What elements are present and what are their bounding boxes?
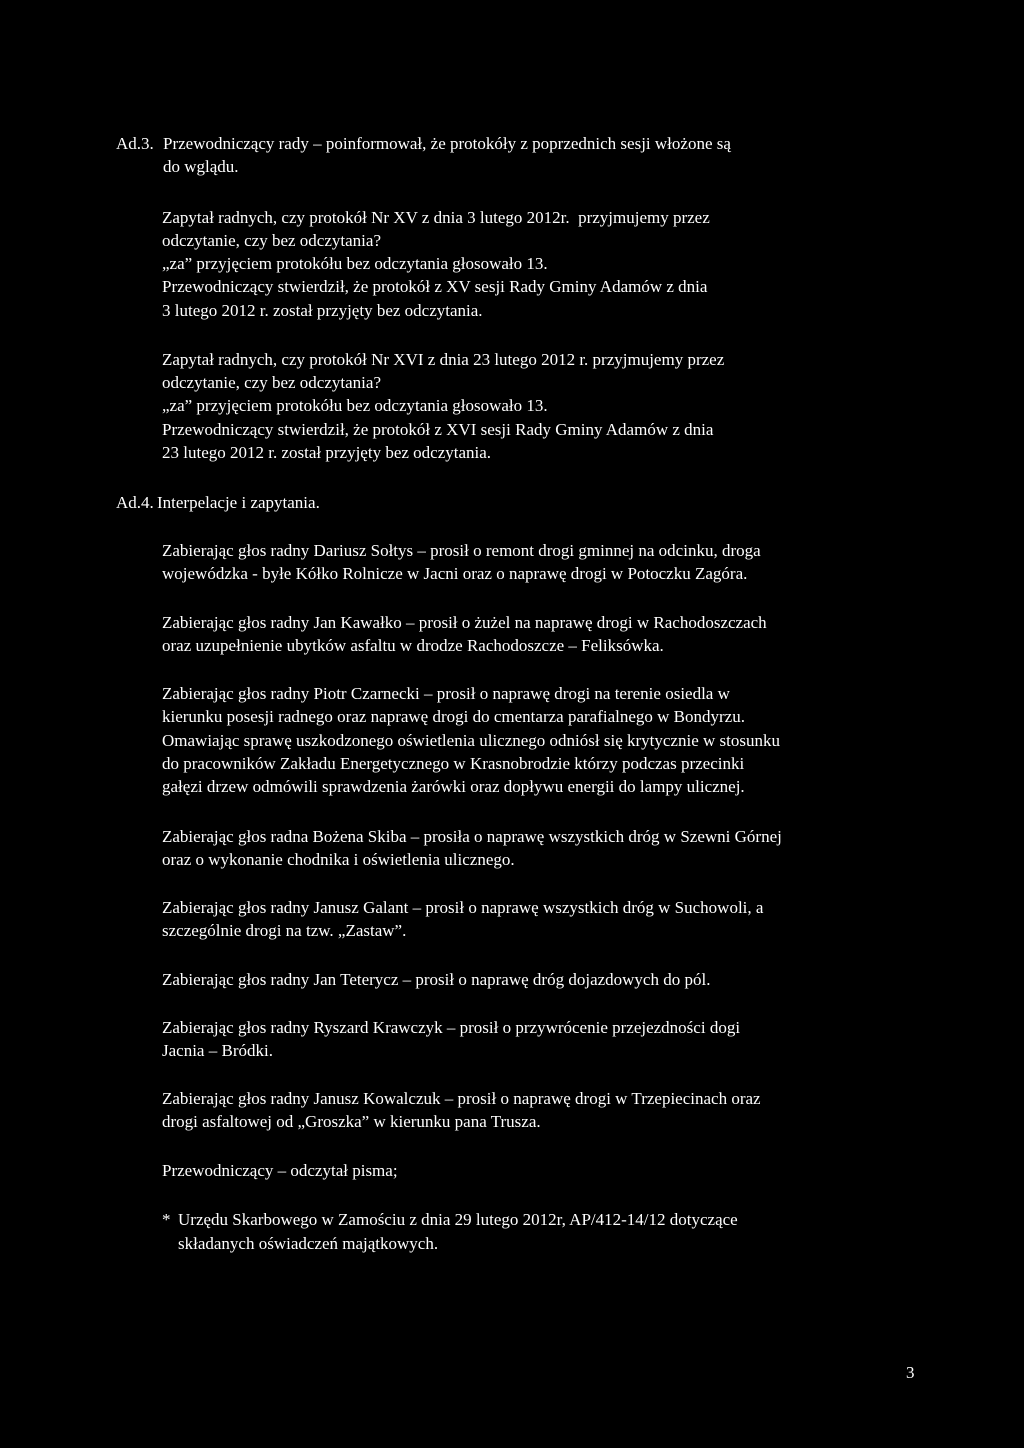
p5-line-2: kierunku posesji radnego oraz naprawę drogi do cmentarza parafialnego w Bondyrzu.	[162, 707, 745, 726]
p4-line-2: oraz uzupełnienie ubytków asfaltu w drodze Rachodoszcze – Feliksówka.	[162, 636, 664, 655]
page-number: 3	[906, 1363, 915, 1382]
p5-line-3: Omawiając sprawę uszkodzonego oświetlenia ulicznego odniósł się krytycznie w stosunku	[162, 731, 780, 750]
ad4-label: Ad.4.	[116, 493, 154, 512]
p5-line-5: gałęzi drzew odmówili sprawdzenia żarówki oraz dopływu energii do lampy ulicznej.	[162, 777, 745, 796]
p2-line-4: Przewodniczący stwierdził, że protokół z XVI sesji Rady Gminy Adamów z dnia	[162, 420, 714, 439]
ad3-line-1: Przewodniczący rady – poinformował, że protokóły z poprzednich sesji włożone są	[163, 134, 731, 153]
p10-line-2: drogi asfaltowej od „Groszka” w kierunku pana Trusza.	[162, 1112, 541, 1131]
p6-line-2: oraz o wykonanie chodnika i oświetlenia ulicznego.	[162, 850, 515, 869]
p1-line-3: „za” przyjęciem protokółu bez odczytania głosowało 13.	[162, 254, 548, 273]
p10-line-1: Zabierając głos radny Janusz Kowalczuk – prosił o naprawę drogi w Trzepiecinach oraz	[162, 1089, 761, 1108]
p11-line-1: Przewodniczący – odczytał pisma;	[162, 1161, 398, 1180]
p3-line-2: wojewódzka - byłe Kółko Rolnicze w Jacni oraz o naprawę drogi w Potoczku Zagóra.	[162, 564, 748, 583]
p2-line-5: 23 lutego 2012 r. został przyjęty bez odczytania.	[162, 443, 492, 462]
p9-line-2: Jacnia – Bródki.	[162, 1041, 273, 1060]
p5-line-4: do pracowników Zakładu Energetycznego w Krasnobrodzie którzy podczas przecinki	[162, 754, 745, 773]
bullet-marker: *	[162, 1210, 171, 1229]
p7-line-2: szczególnie drogi na tzw. „Zastaw”.	[162, 921, 407, 940]
p2-line-1: Zapytał radnych, czy protokół Nr XVI z dnia 23 lutego 2012 r. przyjmujemy przez	[162, 350, 725, 369]
p7-line-1: Zabierając głos radny Janusz Galant – prosił o naprawę wszystkich dróg w Suchowoli, a	[162, 898, 764, 917]
p2-line-2: odczytanie, czy bez odczytania?	[162, 373, 381, 392]
p3-line-1: Zabierając głos radny Dariusz Sołtys – prosił o remont drogi gminnej na odcinku, droga	[162, 541, 761, 560]
p6-line-1: Zabierając głos radna Bożena Skiba – prosiła o naprawę wszystkich dróg w Szewni Górnej	[162, 827, 782, 846]
p1-line-5: 3 lutego 2012 r. został przyjęty bez odczytania.	[162, 301, 483, 320]
p5-line-1: Zabierając głos radny Piotr Czarnecki – prosił o naprawę drogi na terenie osiedla w	[162, 684, 730, 703]
p1-line-2: odczytanie, czy bez odczytania?	[162, 231, 381, 250]
ad3-line-2: do wglądu.	[163, 157, 239, 176]
p8-line-1: Zabierając głos radny Jan Teterycz – prosił o naprawę dróg dojazdowych do pól.	[162, 970, 711, 989]
ad3-label: Ad.3.	[116, 134, 154, 153]
p2-line-3: „za” przyjęciem protokółu bez odczytania głosowało 13.	[162, 396, 548, 415]
p4-line-1: Zabierając głos radny Jan Kawałko – prosił o żużel na naprawę drogi w Rachodoszczach	[162, 613, 767, 632]
bullet-line-1: Urzędu Skarbowego w Zamościu z dnia 29 lutego 2012r, AP/412-14/12 dotyczące	[178, 1210, 738, 1229]
p9-line-1: Zabierając głos radny Ryszard Krawczyk – prosił o przywrócenie przejezdności dogi	[162, 1018, 741, 1037]
bullet-line-2: składanych oświadczeń majątkowych.	[178, 1234, 439, 1253]
p1-line-4: Przewodniczący stwierdził, że protokół z XV sesji Rady Gminy Adamów z dnia	[162, 277, 708, 296]
p1-line-1: Zapytał radnych, czy protokół Nr XV z dnia 3 lutego 2012r. przyjmujemy przez	[162, 208, 710, 227]
ad4-title: Interpelacje i zapytania.	[157, 493, 320, 512]
